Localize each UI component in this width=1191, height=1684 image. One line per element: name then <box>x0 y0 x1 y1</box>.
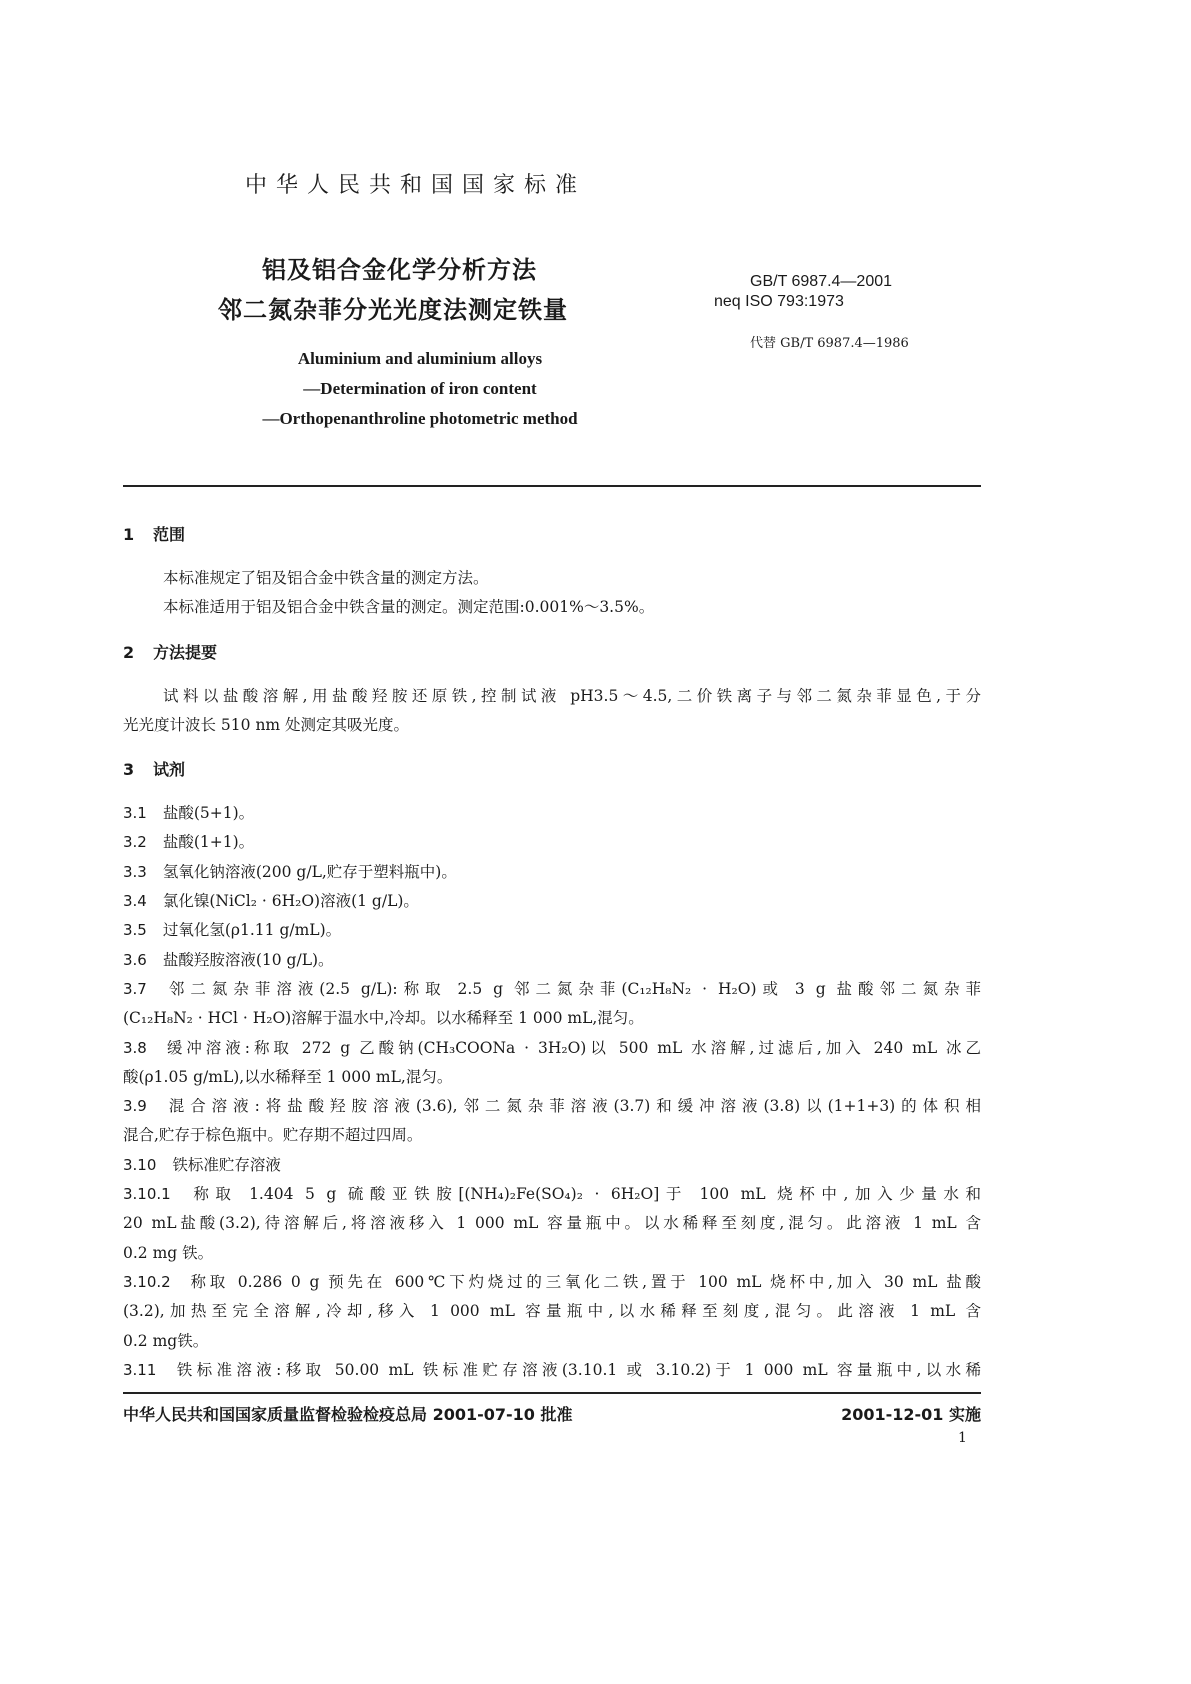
clause-number: 3.4 <box>123 892 147 911</box>
clause-line <box>123 1297 981 1326</box>
paragraph-line: 本标准规定了铝及铝合金中铁含量的测定方法。 <box>163 569 489 587</box>
clause-line <box>123 1092 981 1121</box>
clause-line <box>123 1004 981 1033</box>
clause-text: (3.2),加热至完全溶解,冷却,移入 1 000 mL 容量瓶中,以水稀释至刻度,混匀。此溶液 1 mL 含 <box>123 1302 981 1321</box>
clause-line <box>123 1121 981 1150</box>
clause-line <box>123 858 981 887</box>
clause-text: 铁标准溶液:移取 50.00 mL 铁标准贮存溶液(3.10.1 或 3.10.2)于 1 000 mL 容量瓶中,以水稀 <box>172 1360 981 1379</box>
paragraph-line: 试料以盐酸溶解,用盐酸羟胺还原铁,控制试液 pH3.5～4.5,二价铁离子与邻二氮杂菲显色,于分 <box>163 686 981 705</box>
clause-text: 盐酸(1+1)。 <box>162 833 255 852</box>
clause-line <box>123 887 981 916</box>
clause-text: 盐酸(5+1)。 <box>162 804 255 823</box>
clause-text: 酸(ρ1.05 g/mL),以水稀释至 1 000 mL,混匀。 <box>123 1067 453 1086</box>
iso-equivalence: neq ISO 793:1973 <box>714 293 844 310</box>
clause-text: 称取 0.286 0 g 预先在 600℃下灼烧过的三氧化二铁,置于 100 mL 烧杯中,加入 30 mL 盐酸 <box>186 1272 981 1291</box>
title-cn-line-2: 邻二氮杂菲分光光度法测定铁量 <box>218 296 568 324</box>
document-body <box>123 520 981 1385</box>
clause-line <box>123 975 981 1004</box>
clause-number: 3.5 <box>123 921 147 940</box>
title-en-line-2: —Determination of iron content <box>303 379 537 398</box>
clause-text: 缓冲溶液:称取 272 g 乙酸钠(CH₃COONa · 3H₂O)以 500 mL 水溶解,过滤后,加入 240 mL 冰乙 <box>162 1038 981 1057</box>
clause-line <box>123 946 981 975</box>
title-en-line-1: Aluminium and aluminium alloys <box>297 349 543 368</box>
clause-number: 3.11 <box>123 1360 157 1379</box>
clause-number: 3.3 <box>123 862 147 881</box>
clause-number: 3.10.1 <box>123 1185 171 1204</box>
paragraph-line: 光光度计波长 510 nm 处测定其吸光度。 <box>123 715 410 734</box>
clause-line <box>123 1239 981 1268</box>
clause-number: 3.7 <box>123 979 147 998</box>
clause-text: 氢氧化钠溶液(200 g/L,贮存于塑料瓶中)。 <box>162 862 457 881</box>
clause-text: (C₁₂H₈N₂ · HCl · H₂O)溶解于温水中,冷却。以水稀释至 1 000 mL,混匀。 <box>123 1009 644 1028</box>
implementation-date: 2001-12-01 实施 <box>841 1405 981 1424</box>
title-en-line-3: —Orthopenanthroline photometric method <box>262 409 578 428</box>
clause-text: 铁标准贮存溶液 <box>172 1155 281 1174</box>
clause-line <box>123 1151 981 1180</box>
section-heading <box>123 520 981 564</box>
section-title: 范围 <box>153 525 186 544</box>
clause-number: 3.2 <box>123 833 147 852</box>
clause-text: 盐酸羟胺溶液(10 g/L)。 <box>162 950 334 969</box>
header-divider <box>123 485 981 487</box>
clause-line <box>123 916 981 945</box>
standard-code: GB/T 6987.4—2001 <box>750 273 893 290</box>
section-number: 1 <box>123 525 135 544</box>
section-number: 3 <box>123 760 135 780</box>
paragraph-line: 本标准适用于铝及铝合金中铁含量的测定。测定范围:0.001%～3.5%。 <box>163 598 655 617</box>
clause-number: 3.6 <box>123 950 147 969</box>
clause-number: 3.10 <box>123 1155 157 1174</box>
section-gap <box>123 623 981 638</box>
clause-number: 3.8 <box>123 1038 147 1057</box>
clause-line <box>123 1180 981 1209</box>
clause-line <box>123 1327 981 1356</box>
section-heading <box>123 638 981 682</box>
clause-line <box>123 1209 981 1238</box>
section-title: 方法提要 <box>153 642 218 662</box>
clause-line <box>123 1034 981 1063</box>
national-standard-label: 中华人民共和国国家标准 <box>245 173 587 198</box>
clause-text: 氯化镍(NiCl₂ · 6H₂O)溶液(1 g/L)。 <box>162 892 419 911</box>
clause-text: 称取 1.404 5 g 硫酸亚铁胺[(NH₄)₂Fe(SO₄)₂ · 6H₂O]于 100 mL 烧杯中,加入少量水和 <box>186 1185 981 1204</box>
clause-number: 3.10.2 <box>123 1272 171 1291</box>
clause-line <box>123 1268 981 1297</box>
section-gap <box>123 740 981 755</box>
clause-text: 混合,贮存于棕色瓶中。贮存期不超过四周。 <box>123 1126 423 1145</box>
title-cn-line-1: 铝及铝合金化学分析方法 <box>262 256 537 284</box>
clause-line <box>123 1063 981 1092</box>
clause-text: 混合溶液:将盐酸羟胺溶液(3.6),邻二氮杂菲溶液(3.7)和缓冲溶液(3.8)以(1+1+3)的体积相 <box>162 1097 981 1116</box>
clause-number: 3.1 <box>123 804 147 823</box>
section-heading <box>123 755 981 799</box>
clause-line <box>123 828 981 857</box>
section-number: 2 <box>123 642 135 662</box>
section-title: 试剂 <box>153 760 186 780</box>
clause-text: 0.2 mg 铁。 <box>123 1243 214 1262</box>
clause-number: 3.9 <box>123 1097 147 1116</box>
replaces-standard: 代替 GB/T 6987.4—1986 <box>750 336 909 351</box>
page-number: 1 <box>958 1430 967 1446</box>
footer-divider <box>123 1392 981 1394</box>
approval-note: 中华人民共和国国家质量监督检验检疫总局 2001-07-10 批准 <box>123 1405 573 1424</box>
clause-line <box>123 1356 981 1385</box>
clause-text: 邻二氮杂菲溶液(2.5 g/L):称取 2.5 g 邻二氮杂菲(C₁₂H₈N₂ · H₂O)或 3 g 盐酸邻二氮杂菲 <box>162 979 981 998</box>
clause-text: 0.2 mg铁。 <box>123 1331 209 1350</box>
clause-text: 过氧化氢(ρ1.11 g/mL)。 <box>162 921 342 940</box>
clause-line <box>123 799 981 828</box>
clause-text: 20 mL盐酸(3.2),待溶解后,将溶液移入 1 000 mL 容量瓶中。以水稀释至刻度,混匀。此溶液 1 mL 含 <box>123 1214 981 1233</box>
